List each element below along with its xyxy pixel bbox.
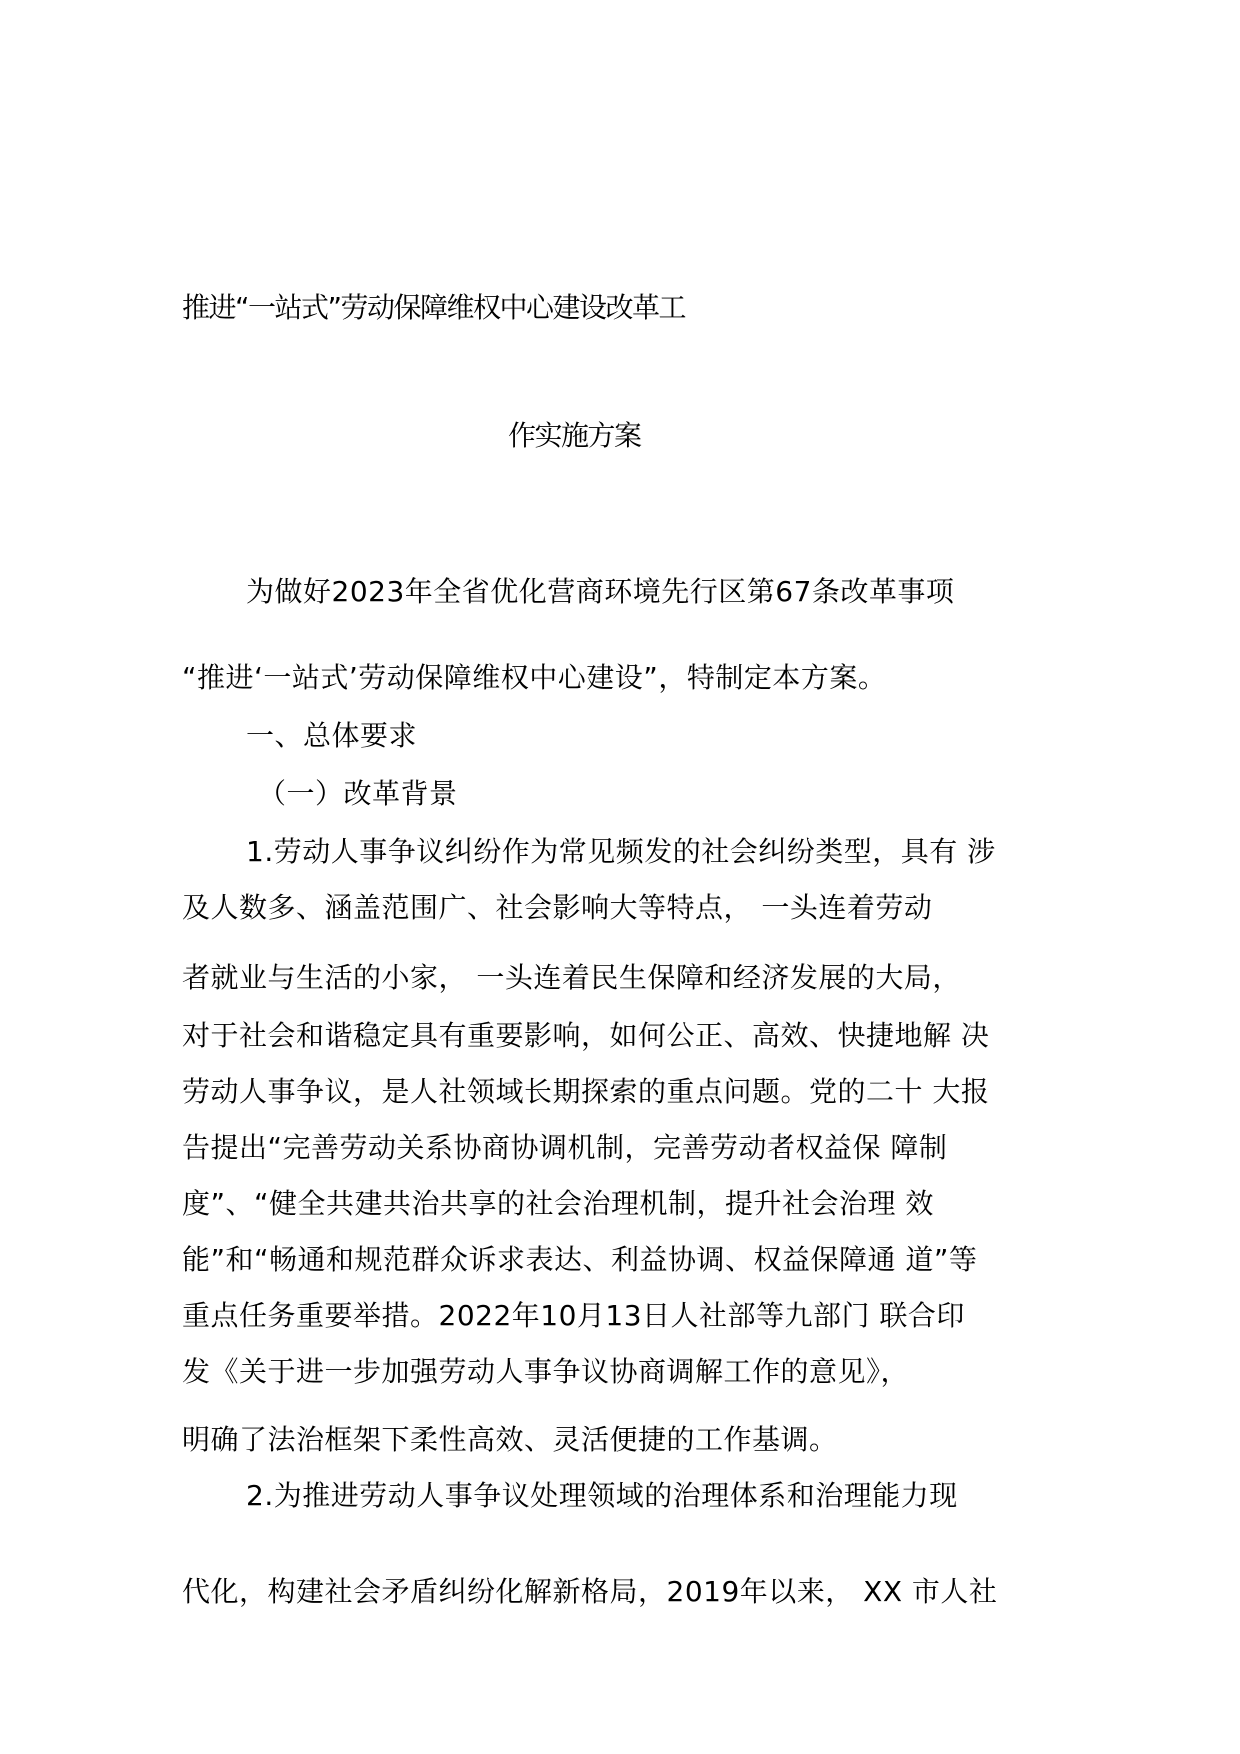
body-line: 为做好2023年全省优化营商环境先行区第67条改革事项 xyxy=(246,575,955,608)
body-line: 度”、“健全共建共治共享的社会治理机制，提升社会治理 效 xyxy=(182,1187,934,1220)
subsection-heading: （一）改革背景 xyxy=(258,777,458,810)
body-line: 明确了法治框架下柔性高效、灵活便捷的工作基调。 xyxy=(182,1423,838,1456)
body-line: “推进‘一站式’劳动保障维权中心建设”，特制定本方案。 xyxy=(182,661,887,694)
body-line: 重点任务重要举措。2022年10月13日人社部等九部门 联合印 xyxy=(182,1299,965,1332)
section-heading: 一、总体要求 xyxy=(246,719,418,752)
body-line: 代化，构建社会矛盾纠纷化解新格局，2019年以来， XX 市人社 xyxy=(182,1575,998,1608)
body-line: 2.为推进劳动人事争议处理领域的治理体系和治理能力现 xyxy=(246,1479,958,1512)
body-line: 者就业与生活的小家， 一头连着民生保障和经济发展的大局， xyxy=(182,961,961,994)
body-line: 对于社会和谐稳定具有重要影响，如何公正、高效、快捷地解 决 xyxy=(182,1019,990,1052)
body-line: 告提出“完善劳动关系协商协调机制，完善劳动者权益保 障制 xyxy=(182,1131,948,1164)
body-line: 能”和“畅通和规范群众诉求表达、利益协调、权益保障通 道”等 xyxy=(182,1243,978,1276)
body-line: 劳动人事争议，是人社领域长期探索的重点问题。党的二十 大报 xyxy=(182,1075,990,1108)
document-title-line-1: 推进“一站式”劳动保障维权中心建设改革工 xyxy=(182,291,686,324)
body-line: 发《关于进一步加强劳动人事争议协商调解工作的意见》， xyxy=(182,1355,910,1388)
body-line: 及人数多、涵盖范围广、社会影响大等特点， 一头连着劳动 xyxy=(182,891,933,924)
document-title-line-2: 作实施方案 xyxy=(508,419,641,452)
body-line: 1.劳动人事争议纠纷作为常见频发的社会纠纷类型，具有 涉 xyxy=(246,835,996,868)
